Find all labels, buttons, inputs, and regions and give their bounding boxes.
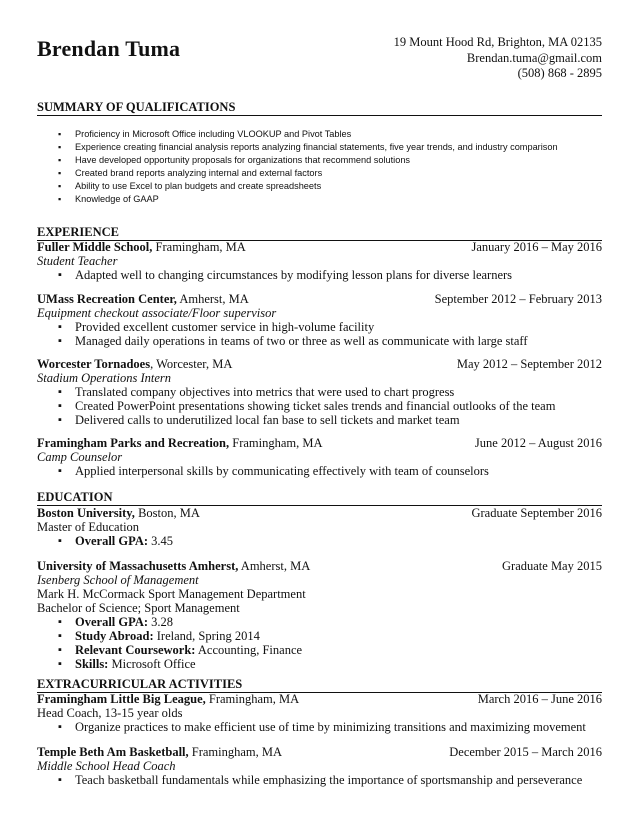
education-title: EDUCATION [37, 490, 113, 504]
dates: March 2016 – June 2016 [477, 692, 602, 706]
list-item: ▪ Delivered calls to underutilized local fan base to sell tickets and market team [37, 413, 602, 427]
list-item: ▪ Relevant Coursework: Accounting, Finance [37, 643, 602, 657]
experience-title: EXPERIENCE [37, 225, 119, 239]
list-item: ▪ Created brand reports analyzing internal and external factors [37, 167, 602, 180]
organization: Fuller Middle School, [37, 240, 153, 254]
list-item: ▪ Knowledge of GAAP [37, 193, 602, 206]
list-item: ▪ Skills: Microsoft Office [37, 657, 602, 671]
email: Brendan.tuma@gmail.com [466, 50, 602, 65]
dates: December 2015 – March 2016 [449, 745, 602, 759]
list-item: ▪ Ability to use Excel to plan budgets and create spreadsheets [37, 180, 602, 193]
school-entry [37, 559, 602, 671]
list-item: ▪ Provided excellent customer service in high-volume facility [37, 320, 602, 334]
dates: September 2012 – February 2013 [434, 292, 602, 306]
degree: Bachelor of Science; Sport Management [37, 601, 240, 615]
organization: Framingham Parks and Recreation, [37, 436, 230, 450]
department: Mark H. McCormack Sport Management Department [37, 587, 306, 601]
dates: Graduate May 2015 [502, 559, 602, 573]
job-entry [37, 240, 602, 282]
school-entry [37, 506, 602, 548]
location: Framingham, MA [205, 692, 300, 706]
list-item: ▪ Managed daily operations in teams of two or three as well as communicate with large staff [37, 334, 602, 348]
organization: Boston University, [37, 506, 135, 520]
list-item: ▪ Proficiency in Microsoft Office including VLOOKUP and Pivot Tables [37, 128, 602, 141]
activity-entry [37, 745, 602, 787]
phone: (508) 868 - 2895 [517, 66, 602, 80]
organization: Framingham Little Big League, [37, 692, 206, 706]
location: , Worcester, MA [150, 357, 233, 371]
list-item: ▪ Translated company objectives into metrics that were used to chart progress [37, 385, 602, 399]
list-item: ▪ Applied interpersonal skills by communicating effectively with team of counselors [37, 464, 602, 478]
list-item: ▪ Adapted well to changing circumstances by modifying lesson plans for diverse learners [37, 268, 602, 282]
activity-entry [37, 692, 602, 734]
role: Equipment checkout associate/Floor supervisor [37, 306, 277, 320]
extracurricular-title: EXTRACURRICULAR ACTIVITIES [37, 677, 243, 691]
location: Boston, MA [134, 506, 200, 520]
location: Framingham, MA [229, 436, 323, 450]
location: Framingham, MA [188, 745, 283, 759]
location: Amherst, MA [238, 559, 311, 573]
school-name: Isenberg School of Management [37, 573, 199, 587]
dates: January 2016 – May 2016 [471, 240, 602, 254]
list-item: ▪ Organize practices to make efficient use of time by minimizing transitions and maximizing movement [37, 720, 602, 734]
dates: June 2012 – August 2016 [474, 436, 602, 450]
role: Head Coach, 13-15 year olds [37, 706, 183, 720]
list-item: ▪ Overall GPA: 3.45 [37, 534, 602, 548]
role: Camp Counselor [37, 450, 123, 464]
list-item: ▪ Overall GPA: 3.28 [37, 615, 602, 629]
summary-divider [37, 115, 602, 116]
location: Framingham, MA [152, 240, 246, 254]
list-item: ▪ Have developed opportunity proposals for organizations that recommend solutions [37, 154, 602, 167]
organization: University of Massachusetts Amherst, [37, 559, 239, 573]
candidate-name: Brendan Tuma [37, 36, 181, 61]
role: Stadium Operations Intern [37, 371, 172, 385]
summary-list-block [37, 128, 602, 206]
address: 19 Mount Hood Rd, Brighton, MA 02135 [393, 35, 602, 49]
role: Student Teacher [37, 254, 118, 268]
location: Amherst, MA [176, 292, 249, 306]
job-entry [37, 292, 602, 348]
list-item: ▪ Experience creating financial analysis reports analyzing financial statements, five year trends, and industry comparison [37, 141, 602, 154]
contact-info [394, 35, 602, 82]
job-entry [37, 436, 602, 478]
dates: Graduate September 2016 [471, 506, 602, 520]
job-entry [37, 357, 602, 427]
organization: Temple Beth Am Basketball, [37, 745, 189, 759]
list-item: ▪ Created PowerPoint presentations showing ticket sales trends and financial outlooks of the team [37, 399, 602, 413]
summary-list [37, 128, 602, 206]
organization: Worcester Tornadoes [37, 357, 151, 371]
summary-title: SUMMARY OF QUALIFICATIONS [37, 100, 236, 114]
list-item: ▪ Study Abroad: Ireland, Spring 2014 [37, 629, 602, 643]
degree: Master of Education [37, 520, 140, 534]
organization: UMass Recreation Center, [37, 292, 177, 306]
role: Middle School Head Coach [37, 759, 176, 773]
list-item: ▪ Teach basketball fundamentals while emphasizing the importance of sportsmanship and perseverance [37, 773, 602, 787]
dates: May 2012 – September 2012 [456, 357, 602, 371]
